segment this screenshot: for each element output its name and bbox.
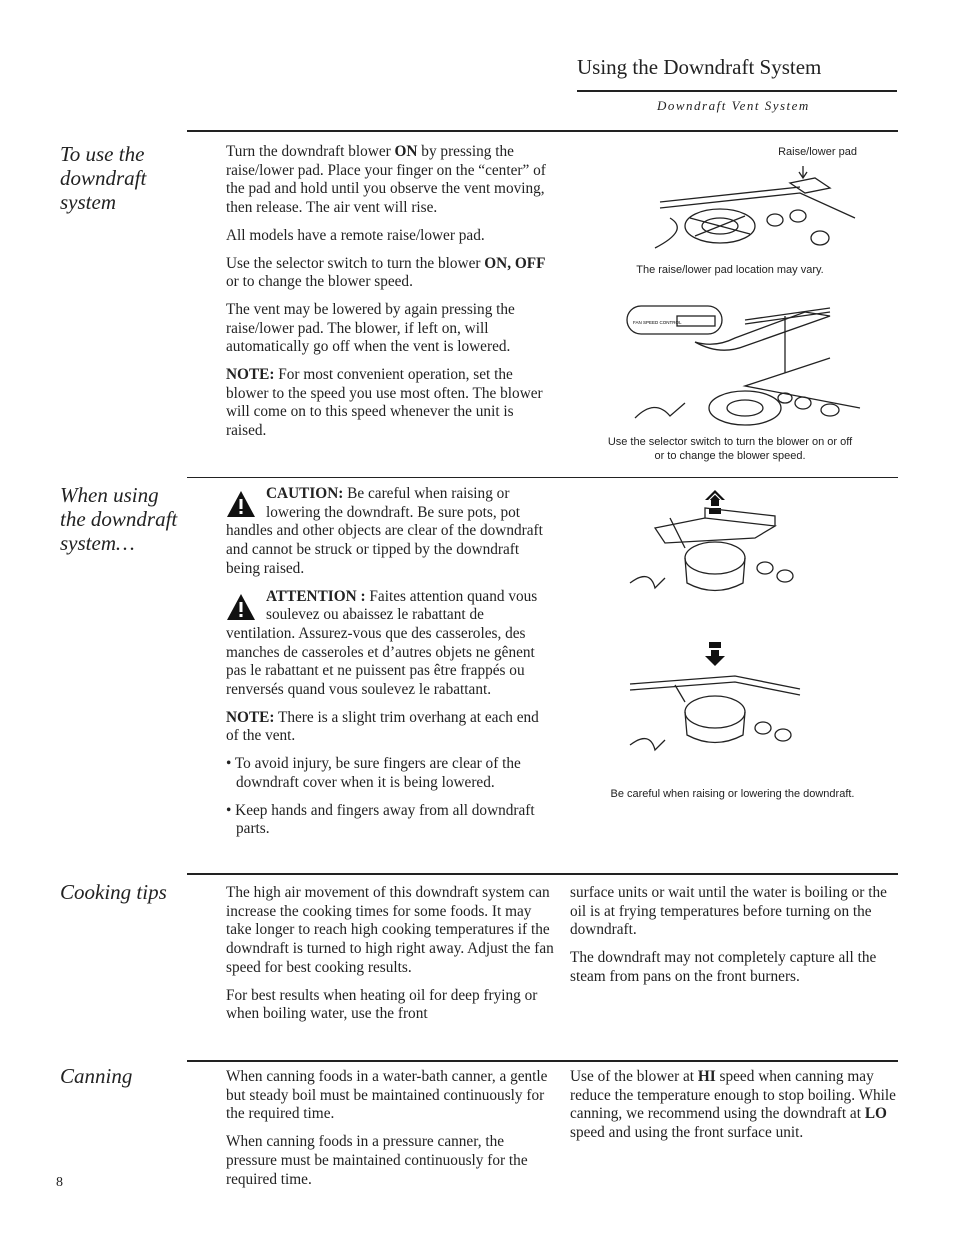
figure-label: Raise/lower pad — [778, 146, 857, 158]
heading-line: To use the — [60, 142, 145, 166]
section-divider — [187, 1060, 898, 1062]
page-number: 8 — [56, 1175, 63, 1190]
paragraph: The vent may be lowered by again pressing the raise/lower pad. The blower, if left on, will automatically go off when the vent is lowered. — [226, 300, 515, 356]
canning-column-2 — [570, 1068, 896, 1152]
paragraph: The high air movement of this downdraft system can increase the cooking times for some foods. It may take longer to reach high cooking temperatures if the downdraft is turned to high right away. Adjust the fan speed for best cooking results. — [226, 884, 554, 976]
caution-paragraph: CAUTION: Be careful when raising or lowering the downdraft. Be sure pots, pot handles and other objects are clear of the downdraft and cannot be struck or tipped by the downdraft being raised. — [226, 485, 543, 577]
heading-cooking-tips: Cooking tips — [60, 880, 167, 904]
bullet-item: • To avoid injury, be sure fingers are clear of the downdraft cover when it is being lowered. — [226, 755, 521, 791]
title-rule — [577, 90, 897, 92]
section-subtitle: Downdraft Vent System — [657, 98, 810, 113]
heading-line: When using — [60, 483, 159, 507]
cooktop-pad-illustration — [650, 158, 860, 253]
figure-caption: The raise/lower pad location may vary. — [636, 264, 824, 276]
figure-caption — [595, 435, 865, 463]
when-text — [226, 485, 552, 848]
paragraph: When canning foods in a pressure canner, the pressure must be maintained continuously for the required time. — [226, 1133, 528, 1188]
figure-caption: Be careful when raising or lowering the downdraft. — [610, 788, 855, 800]
warning-triangle-icon — [226, 592, 256, 622]
downdraft-raising-illustration — [625, 488, 815, 613]
paragraph: When canning foods in a water-bath canner, a gentle but steady boil must be maintained continuously for the required time. — [226, 1068, 548, 1123]
heading-line: downdraft — [60, 166, 147, 190]
attention-paragraph: ATTENTION : Faites attention quand vous soulevez ou abaissez le rabattant de ventilation. Assurez-vous que des casseroles, des manches de casseroles et d’autres objets ne gênent pas le rabattant et ne puissent pas être frappés ou renversés quand vous soulevez le rabattant. — [226, 587, 538, 699]
paragraph: Turn the downdraft blower ON by pressing the raise/lower pad. Place your finger on the “center” of the pad and hold until you observe the vent moving, then release. The air vent will rise. — [226, 143, 546, 217]
panel-label: FAN SPEED CONTROL — [633, 320, 682, 325]
bullet-item: • Keep hands and fingers away from all downdraft parts. — [226, 801, 535, 838]
page-title: Using the Downdraft System — [577, 55, 822, 79]
downdraft-lowering-illustration — [625, 640, 805, 770]
caption-line: or to change the blower speed. — [654, 450, 806, 462]
heading-canning: Canning — [60, 1064, 133, 1088]
cooking-column-1 — [226, 884, 556, 1033]
note-paragraph: NOTE: There is a slight trim overhang at each end of the vent. — [226, 708, 539, 745]
heading-line: system… — [60, 531, 135, 555]
warning-triangle-icon — [226, 489, 256, 519]
paragraph: All models have a remote raise/lower pad. — [226, 226, 485, 244]
heading-to-use — [60, 142, 146, 214]
caption-line: Use the selector switch to turn the blower on or off — [607, 436, 853, 448]
section-divider — [187, 477, 898, 478]
paragraph: The downdraft may not completely capture all the steam from pans on the front burners. — [570, 949, 877, 985]
heading-line: the downdraft — [60, 507, 178, 531]
paragraph: surface units or wait until the water is boiling or the oil is at frying temperatures before turning on the downdraft. — [570, 884, 887, 939]
cooking-column-2 — [570, 884, 894, 996]
heading-line: system — [60, 190, 116, 214]
note-paragraph: NOTE: For most convenient operation, set the blower to the speed you use most often. The blower will come on to this speed whenever the unit is raised. — [226, 366, 543, 440]
heading-when-using — [60, 483, 177, 555]
canning-column-1 — [226, 1068, 548, 1198]
paragraph: Use the selector switch to turn the blower ON, OFF or to change the blower speed. — [226, 254, 546, 291]
paragraph: For best results when heating oil for deep frying or when boiling water, use the front — [226, 986, 538, 1023]
section-divider — [187, 130, 898, 132]
use-text — [226, 143, 556, 450]
paragraph: Use of the blower at HI speed when canning may reduce the temperature enough to stop boiling. While canning, we recommend using the downdraft at LO speed and using the front surface unit. — [570, 1068, 896, 1142]
section-divider — [187, 873, 898, 875]
fan-speed-control-illustration — [625, 298, 865, 428]
